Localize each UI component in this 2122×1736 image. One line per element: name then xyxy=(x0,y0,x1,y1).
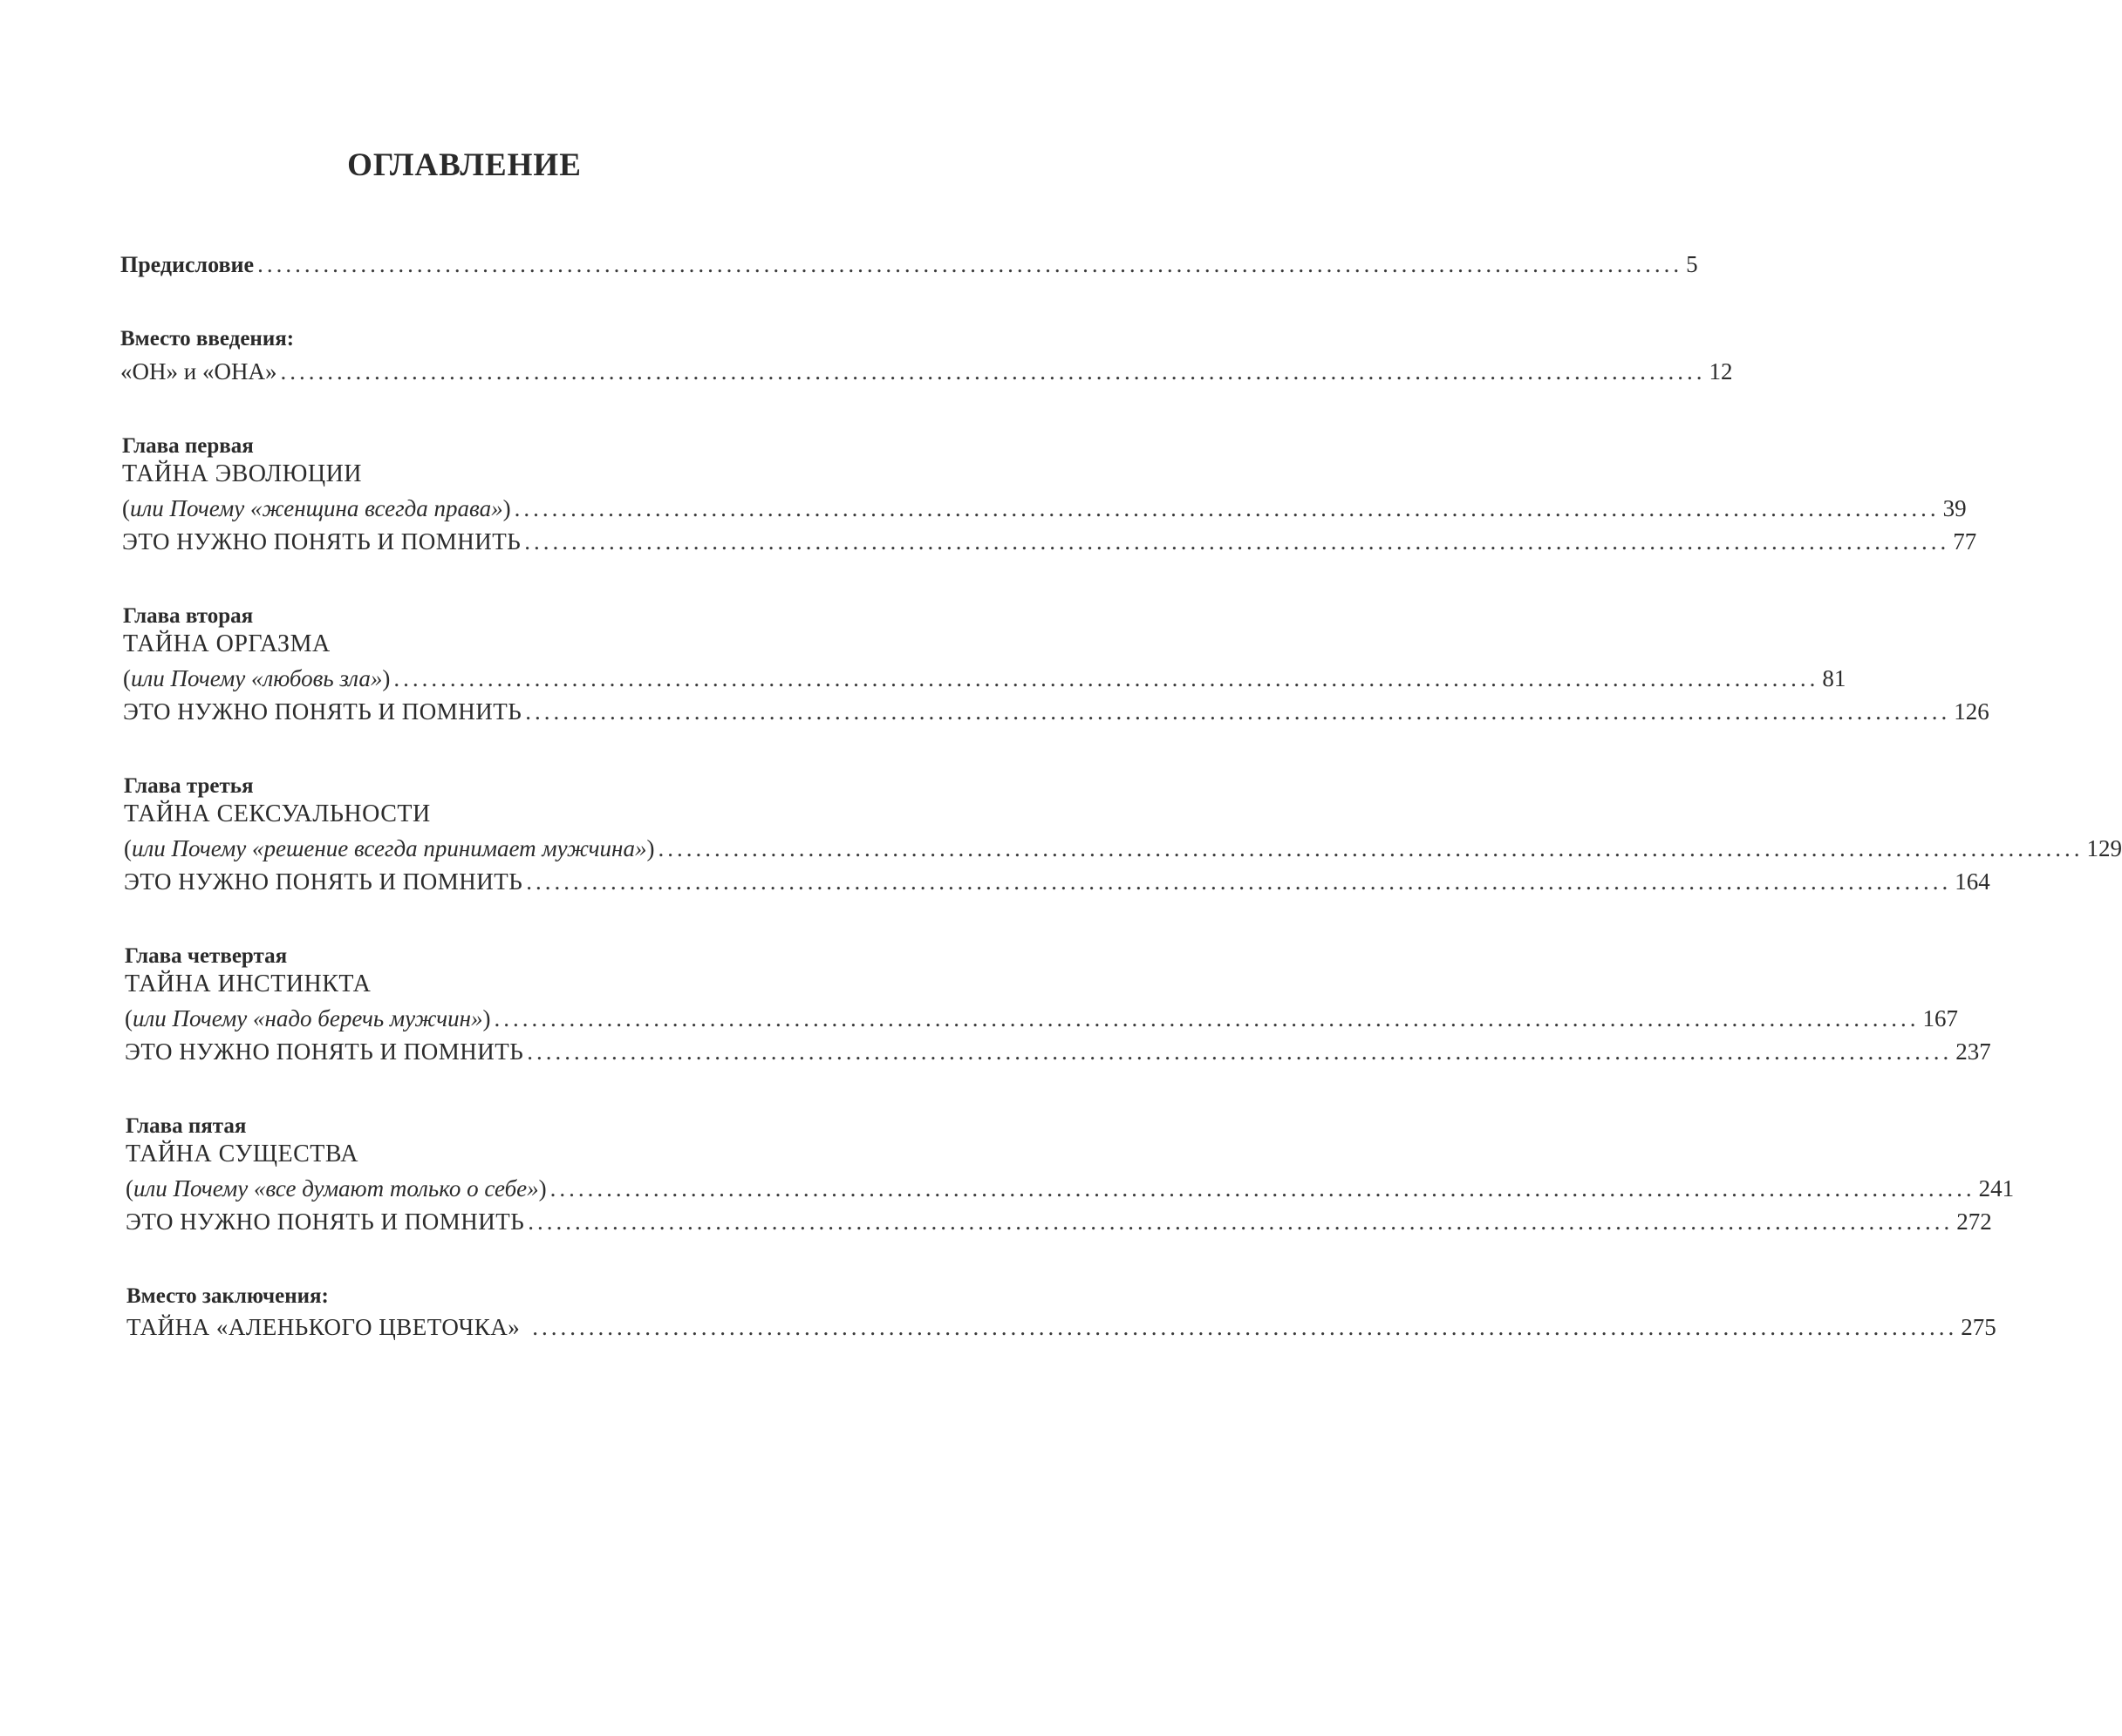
chapter-2-heading: Глава вторая xyxy=(123,604,254,628)
dot-leader: ........................................................................................................................................................ xyxy=(527,1038,1953,1065)
chapter-4-title: ТАЙНА ИНСТИНКТА xyxy=(125,970,372,997)
chapter-1-title: ТАЙНА ЭВОЛЮЦИИ xyxy=(122,460,363,487)
dot-leader: ........................................................................................................................................................ xyxy=(525,698,1951,725)
chapter-1-heading: Глава первая xyxy=(122,434,254,458)
toc-entry-preface[interactable] xyxy=(120,249,1698,280)
dot-leader: ........................................................................................................................................................ xyxy=(526,868,1952,895)
entry-label: ЭТО НУЖНО ПОНЯТЬ И ПОМНИТЬ xyxy=(124,868,523,895)
chapter-4-heading: Глава четвертая xyxy=(125,944,288,968)
entry-label: ЭТО НУЖНО ПОНЯТЬ И ПОМНИТЬ xyxy=(126,1208,525,1235)
chapter-2-subtitle-entry[interactable] xyxy=(123,664,1846,693)
dot-leader: ........................................................................................................................................................ xyxy=(532,1314,1958,1340)
dot-leader: ........................................................................................................................................................ xyxy=(528,1208,1954,1235)
entry-label: (или Почему «решение всегда принимает мужчина») xyxy=(124,835,655,861)
chapter-2-title: ТАЙНА ОРГАЗМА xyxy=(123,630,331,657)
entry-label: ЭТО НУЖНО ПОНЯТЬ И ПОМНИТЬ xyxy=(122,528,522,555)
dot-leader: ........................................................................................................................................................ xyxy=(658,835,2084,861)
chapter-4-remember-entry[interactable] xyxy=(125,1037,1991,1066)
chapter-3-heading: Глава третья xyxy=(124,774,254,798)
dot-leader: ........................................................................................................................................................ xyxy=(494,1005,1920,1031)
toc-entry-conclusion[interactable] xyxy=(126,1312,1996,1342)
entry-label: (или Почему «надо беречь мужчин») xyxy=(125,1005,491,1031)
dot-leader: ........................................................................................................................................................ xyxy=(549,1175,1975,1202)
entry-label: ЭТО НУЖНО ПОНЯТЬ И ПОМНИТЬ xyxy=(125,1038,524,1065)
conclusion-heading: Вместо заключения: xyxy=(126,1284,329,1308)
page-number: 272 xyxy=(1956,1208,1992,1235)
entry-label: (или Почему «любовь зла») xyxy=(123,665,391,691)
page-number: 167 xyxy=(1922,1005,1958,1031)
chapter-5-subtitle-entry[interactable] xyxy=(126,1174,2015,1203)
chapter-3-title: ТАЙНА СЕКСУАЛЬНОСТИ xyxy=(124,800,431,827)
chapter-3-subtitle-entry[interactable] xyxy=(124,834,2122,863)
entry-label: ТАЙНА «АЛЕНЬКОГО ЦВЕТОЧКА» xyxy=(126,1314,521,1340)
page-number: 5 xyxy=(1686,251,1698,277)
entry-label: ЭТО НУЖНО ПОНЯТЬ И ПОМНИТЬ xyxy=(123,698,522,725)
page-number: 12 xyxy=(1709,358,1733,385)
chapter-2-remember-entry[interactable] xyxy=(123,697,1989,726)
page-number: 77 xyxy=(1953,528,1977,555)
chapter-3-remember-entry[interactable] xyxy=(124,867,1990,896)
page-number: 275 xyxy=(1961,1314,1996,1340)
page-number: 129 xyxy=(2086,835,2122,861)
chapter-5-remember-entry[interactable] xyxy=(126,1207,1992,1236)
page-number: 81 xyxy=(1822,665,1846,691)
page-number: 126 xyxy=(1954,698,1989,725)
dot-leader: ........................................................................................................................................................ xyxy=(514,495,1940,521)
page-number: 164 xyxy=(1955,868,1990,895)
page-number: 241 xyxy=(1978,1175,2015,1202)
dot-leader: ........................................................................................................................................................ xyxy=(280,358,1706,385)
entry-label: Предисловие xyxy=(120,252,255,277)
page-number: 237 xyxy=(1955,1038,1991,1065)
entry-label: (или Почему «женщина всегда права») xyxy=(122,495,511,521)
toc-entry-intro[interactable] xyxy=(120,357,1733,386)
chapter-5-title: ТАЙНА СУЩЕСТВА xyxy=(126,1140,358,1168)
chapter-1-remember-entry[interactable] xyxy=(122,527,1977,556)
dot-leader: ........................................................................................................................................................ xyxy=(257,251,1683,277)
intro-heading: Вместо введения: xyxy=(120,327,295,351)
dot-leader: ........................................................................................................................................................ xyxy=(393,665,1819,691)
chapter-4-subtitle-entry[interactable] xyxy=(125,1004,1958,1033)
page-number: 39 xyxy=(1942,495,1967,521)
page-title: ОГЛАВЛЕНИЕ xyxy=(347,147,582,183)
entry-label: «ОН» и «ОНА» xyxy=(120,358,277,385)
chapter-5-heading: Глава пятая xyxy=(126,1114,247,1138)
entry-label: (или Почему «все думают только о себе») xyxy=(126,1175,547,1202)
dot-leader: ........................................................................................................................................................ xyxy=(524,528,1950,555)
chapter-1-subtitle-entry[interactable] xyxy=(122,494,1967,523)
